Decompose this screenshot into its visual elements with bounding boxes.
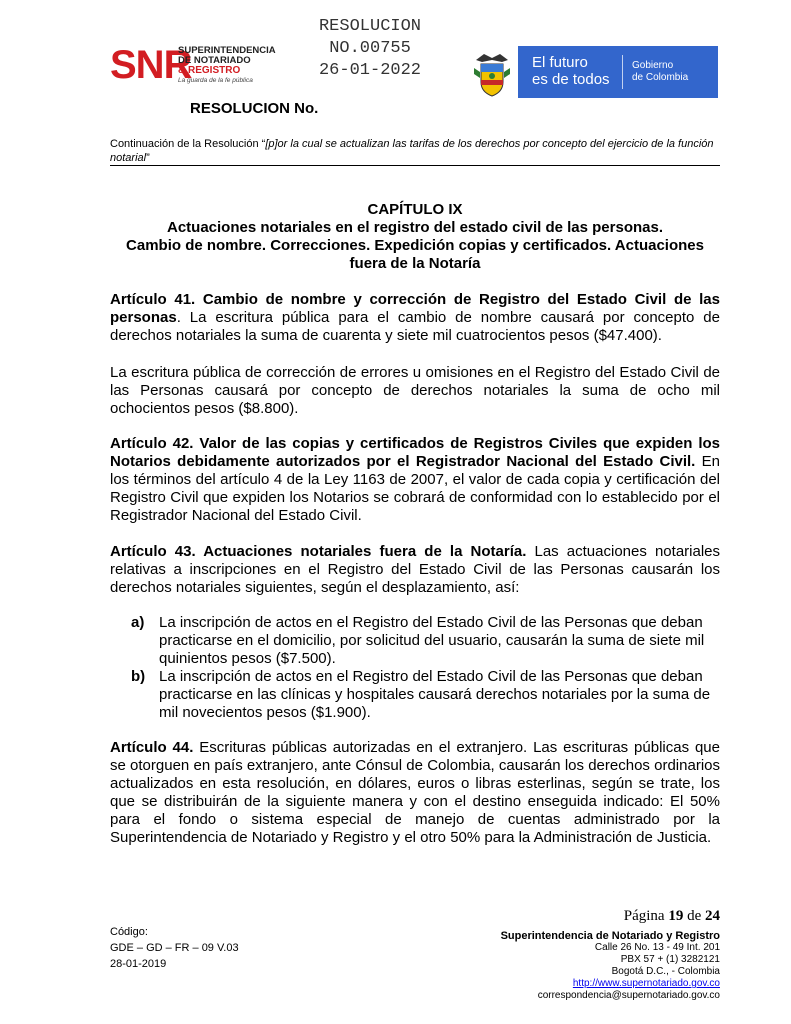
article-44-text: Escrituras públicas autorizadas en el extranjero. Las escrituras públicas que se otorguen en país extranjero, ante Cónsul de Colombia, causarán los derechos ordinarios actualizados en esta resolución, en dólares, euros o libras esterlinas, según se trate, los que se distribuirán de la siguiente manera y con el destino enseguida indicado: El 50% para el fondo o sistema especial de manejo de cuentas administrado por la Superintendencia de Notariado y Registro y el otro 50% para la Administración de Justicia. bbox=[110, 739, 720, 846]
continuation-line bbox=[110, 137, 720, 165]
gov-name bbox=[632, 60, 688, 84]
continuation-title: [p]or la cual se actualizan las tarifas de los derechos por concepto del ejercicio de la función notarial bbox=[110, 138, 714, 164]
snr-logo-line-1: SUPERINTENDENCIA bbox=[178, 45, 276, 56]
article-42 bbox=[110, 435, 720, 525]
colombia-crest-icon bbox=[472, 52, 512, 98]
code-label: Código: bbox=[110, 926, 148, 938]
page-number bbox=[560, 908, 720, 925]
article-44 bbox=[110, 739, 720, 847]
gov-slogan bbox=[532, 54, 610, 88]
gov-slogan-line-1: El futuro bbox=[532, 54, 588, 71]
continuation-suffix: ” bbox=[146, 152, 150, 164]
article-44-heading: Artículo 44. bbox=[110, 739, 194, 756]
footer-city: Bogotá D.C., - Colombia bbox=[611, 966, 720, 977]
article-43-heading: Artículo 43. Actuaciones notariales fuera de la Notaría. bbox=[110, 543, 527, 560]
article-41 bbox=[110, 291, 720, 345]
list-item-text: La inscripción de actos en el Registro del Estado Civil de las Personas que deban practicarse en el domicilio, por solicitud del usuario, causarán la suma de siete mil quinientos pesos ($7.500). bbox=[159, 614, 705, 667]
footer-website-link[interactable]: http://www.supernotariado.gov.co bbox=[572, 978, 720, 989]
code-value: GDE – GD – FR – 09 V.03 bbox=[110, 942, 239, 954]
article-42-text: En los términos del artículo 4 de la Ley 1163 de 2007, el valor de cada copia y certificación del Registro Civil que expiden los Notarios se cobrará de conformidad con lo establecido por el Registrador Nacional del Estado Civil. bbox=[110, 453, 720, 524]
snr-logo bbox=[110, 42, 276, 98]
list-item bbox=[131, 614, 720, 668]
header-divider bbox=[110, 165, 720, 166]
list-item bbox=[131, 668, 720, 722]
list-marker: a) bbox=[131, 614, 145, 631]
chapter-title-line-1: Actuaciones notariales en el registro del estado civil de las personas. bbox=[166, 219, 664, 236]
gobierno-de-colombia-logo bbox=[518, 46, 718, 98]
footer-org: Superintendencia de Notariado y Registro bbox=[500, 930, 720, 942]
footer-phone: PBX 57 + (1) 3282121 bbox=[620, 954, 720, 965]
stamp-line-1: RESOLUCION bbox=[318, 17, 422, 36]
snr-logo-mark: SNR bbox=[110, 43, 192, 87]
gov-name-line-2: de Colombia bbox=[632, 72, 689, 83]
list-item-text: La inscripción de actos en el Registro del Estado Civil de las Personas que deban practicarse en las clínicas y hospitales causará derechos notariales por la suma de mil novecientos pesos ($1.900). bbox=[159, 668, 711, 721]
code-date: 28-01-2019 bbox=[110, 958, 167, 970]
footer-street: Calle 26 No. 13 - 49 Int. 201 bbox=[594, 942, 720, 953]
snr-logo-line-4: La guarda de la fe pública bbox=[178, 77, 253, 84]
article-41-text: . La escritura pública para el cambio de nombre causará por concepto de derechos notariales la suma de cuarenta y siete mil cuatrocientos pesos ($47.400). bbox=[110, 309, 720, 344]
resolution-label: RESOLUCION No. bbox=[190, 100, 319, 117]
article-42-heading: Artículo 42. Valor de las copias y certificados de Registros Civiles que expiden los Notarios debidamente autorizados por el Registrador Nacional del Estado Civil. bbox=[110, 435, 720, 470]
gov-slogan-line-2: es de todos bbox=[532, 71, 610, 88]
article-41-paragraph-2: La escritura pública de corrección de errores u omisiones en el Registro del Estado Civil de las Personas causará por concepto de derechos notariales la suma de ocho mil ochocientos pesos ($8.800). bbox=[110, 364, 720, 417]
document-code bbox=[110, 924, 239, 972]
article-41-heading: Artículo 41. Cambio de nombre y corrección de Registro del Estado Civil de las personas bbox=[110, 291, 720, 326]
page-word: Página bbox=[623, 908, 665, 924]
page-of: de bbox=[687, 908, 702, 924]
stamp-line-3: 26-01-2022 bbox=[318, 61, 422, 80]
chapter-heading bbox=[110, 201, 720, 273]
chapter-number: CAPÍTULO IX bbox=[367, 201, 463, 218]
list-marker: b) bbox=[131, 668, 146, 685]
page-current: 19 bbox=[668, 908, 684, 924]
footer-address bbox=[470, 930, 720, 1002]
article-43 bbox=[110, 543, 720, 597]
snr-logo-line-2: DE NOTARIADO bbox=[178, 55, 251, 66]
resolution-stamp bbox=[300, 16, 440, 82]
stamp-line-2: NO.00755 bbox=[329, 39, 411, 58]
gov-name-line-1: Gobierno bbox=[632, 60, 674, 71]
footer-email: correspondencia@supernotariado.gov.co bbox=[537, 990, 720, 1001]
article-43-text: Las actuaciones notariales relativas a inscripciones en el Registro del Estado Civil de las Personas causarán los derechos notariales siguientes, según el desplazamiento, así: bbox=[110, 543, 721, 596]
snr-logo-text bbox=[178, 46, 276, 86]
gov-divider bbox=[622, 55, 623, 89]
page-total: 24 bbox=[705, 908, 720, 924]
snr-logo-line-3: & REGISTRO bbox=[178, 65, 241, 76]
chapter-title-line-2: Cambio de nombre. Correcciones. Expedición copias y certificados. Actuaciones fuera de la Notaría bbox=[126, 237, 704, 272]
continuation-prefix: Continuación de la Resolución “ bbox=[110, 138, 266, 150]
